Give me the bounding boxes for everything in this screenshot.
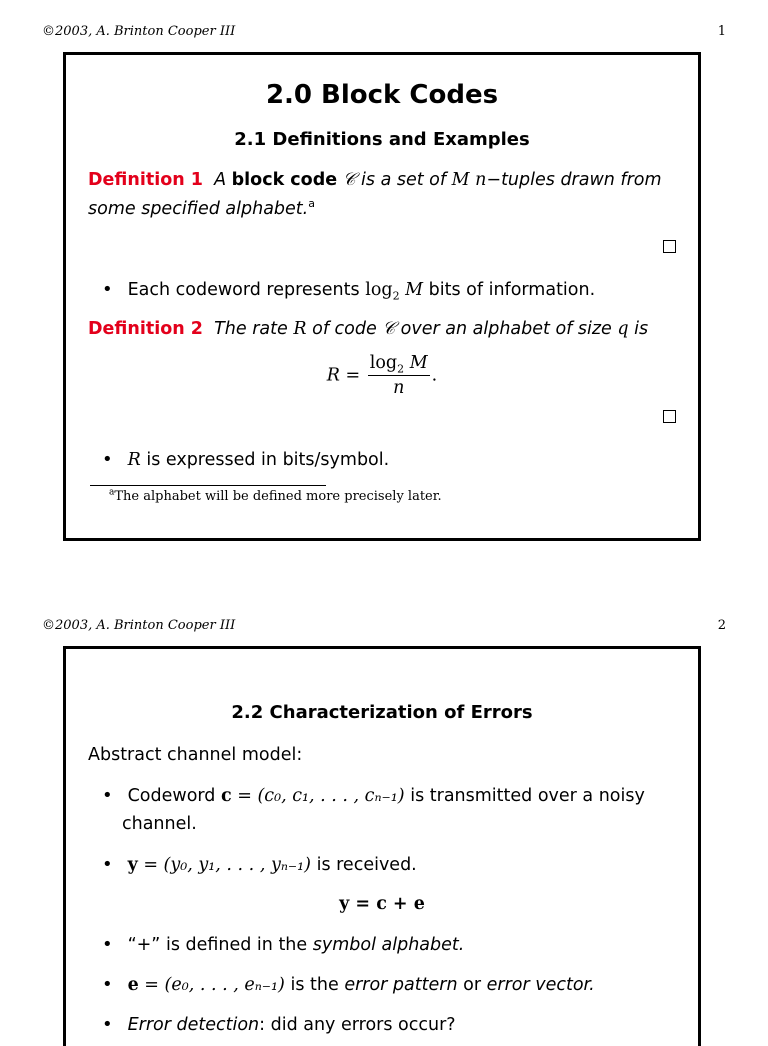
bullet-icon: • (102, 934, 113, 955)
fraction-numerator: $\log_2 M$ (369, 353, 428, 376)
bullet-item: • Each codeword represents $\log_2 M$ bits of information. (102, 275, 595, 305)
copyright-notice: ©2003, A. Brinton Cooper III (42, 618, 236, 633)
bullet-item: • y = (y₀, y₁, . . . , yₙ₋₁) is received. (102, 850, 417, 880)
slide-frame (63, 646, 701, 1046)
bullet-icon: • (102, 279, 113, 300)
fraction-denominator: n (393, 378, 405, 398)
bullet-item: • Codeword c = (c₀, c₁, . . . , cₙ₋₁) is transmitted over a noisy (102, 781, 645, 811)
page-number: 2 (717, 618, 726, 633)
intro-text: Abstract channel model: (88, 745, 303, 765)
channel-equation: y = c + e (339, 894, 425, 914)
bullet-item: • e = (e₀, . . . , eₙ₋₁) is the error pattern or error vector. (102, 970, 595, 1000)
definition-2: Definition 2 The rate R of code 𝒞 over an alphabet of size q is (88, 319, 649, 339)
section-heading: 2.1 Definitions and Examples (234, 129, 530, 150)
bullet-icon: • (102, 974, 113, 995)
bullet-item: • Error detection: did any errors occur? (102, 1010, 456, 1040)
page-header (42, 24, 726, 42)
footnote: $^a$The alphabet will be defined more precisely later. (109, 487, 442, 504)
footnote-rule (90, 485, 326, 486)
bullet-item: • R is expressed in bits/symbol. (102, 445, 389, 475)
bullet-icon: • (102, 785, 113, 806)
page-header (42, 618, 726, 636)
bullet-icon: • (102, 449, 113, 470)
bullet-continuation: channel. (122, 814, 197, 834)
defined-term: block code (231, 170, 338, 190)
bullet-item: • “+” is defined in the symbol alphabet. (102, 930, 464, 960)
definition-label: Definition 2 (88, 319, 203, 339)
fraction (368, 353, 430, 398)
qed-box (663, 410, 676, 423)
definition-1-line-2: some specified alphabet.$^a$ (88, 197, 315, 219)
qed-box (663, 240, 676, 253)
section-heading: 2.2 Characterization of Errors (231, 702, 533, 723)
copyright-notice: ©2003, A. Brinton Cooper III (42, 24, 236, 39)
rate-equation: R = $\frac{\log_2 M}{n}$ . (326, 353, 438, 398)
definition-label: Definition 1 (88, 170, 203, 190)
bullet-icon: • (102, 1014, 113, 1035)
slide-page-2 (0, 594, 768, 1035)
bullet-icon: • (102, 854, 113, 875)
footnote-marker: a (308, 197, 315, 211)
definition-1: Definition 1 A block code 𝒞 is a set of M n−tuples drawn from (88, 170, 662, 190)
page-number: 1 (717, 24, 726, 39)
slide-frame (63, 52, 701, 541)
slide-title: 2.0 Block Codes (265, 80, 499, 110)
